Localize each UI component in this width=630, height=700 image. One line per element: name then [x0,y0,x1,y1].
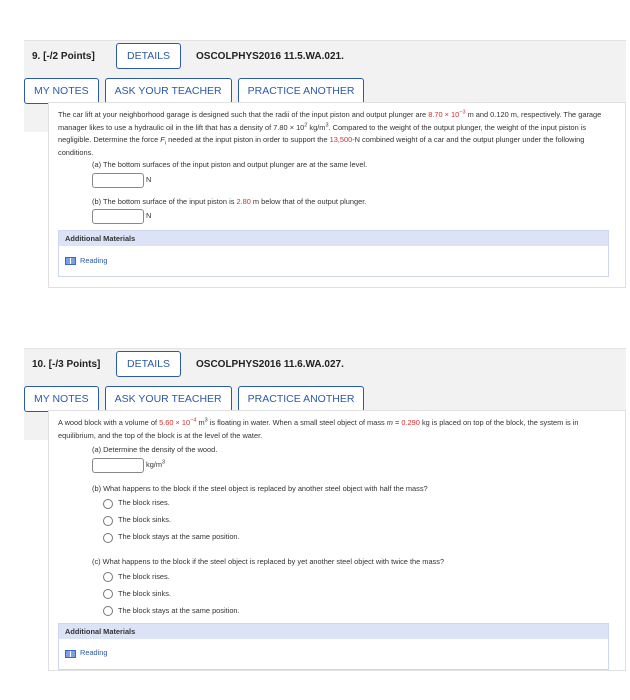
answer-input-9b[interactable] [92,209,144,224]
details-button[interactable]: DETAILS [116,351,181,377]
radio-button[interactable] [103,589,113,599]
radio-button[interactable] [103,606,113,616]
question-9-actions [24,78,364,104]
question-10-code: OSCOLPHYS2016 11.6.WA.027. [196,359,344,370]
question-10-body [48,410,626,671]
question-10-part-b: (b) What happens to the block if the steel object is replaced by another steel object with half the mass? [92,483,428,493]
option-row[interactable]: The block stays at the same position. [103,529,609,546]
answer-input-9a[interactable] [92,173,144,188]
reading-link[interactable]: Reading [80,648,108,658]
radio-button[interactable] [103,572,113,582]
input-radius-value: 8.70 [428,110,443,119]
answer-input-10a[interactable] [92,458,144,473]
reading-link[interactable]: Reading [80,255,108,265]
ask-teacher-button[interactable]: ASK YOUR TEACHER [105,78,232,104]
options-c [58,569,609,620]
volume-value: 5.60 [159,418,174,427]
question-10-text: A wood block with a volume of $5.60 \times 10^{-4}$ $m^3$ is floating in water. When a small steel object of mass m = 0.290 kg is placed on top of the block, the system is in equilibrium, and the top of the block is at the level of the water. [58,417,579,440]
question-10-title: 10. [-/3 Points] [32,359,101,370]
book-icon [65,650,76,658]
additional-materials [58,230,609,277]
unit-label: N [146,211,152,221]
depth-value: 2.80 [236,196,251,206]
additional-materials-header: Additional Materials [59,624,608,639]
radio-button[interactable] [103,516,113,526]
ask-teacher-button[interactable]: ASK YOUR TEACHER [105,386,232,412]
weight-value: 13,500 [329,135,353,144]
my-notes-button[interactable]: MY NOTES [24,386,99,412]
question-10-actions [24,386,364,412]
question-9-code: OSCOLPHYS2016 11.5.WA.021. [196,51,344,62]
unit-label: $kg/m^3$ [146,459,166,469]
radio-button[interactable] [103,533,113,543]
additional-materials [58,623,609,670]
additional-materials-header: Additional Materials [59,231,608,246]
option-row[interactable]: The block stays at the same position. [103,603,609,620]
option-row[interactable]: The block rises. [103,569,609,586]
book-icon [65,257,76,265]
question-10 [24,348,626,671]
question-9-title: 9. [-/2 Points] [32,51,95,62]
question-10-part-c: (c) What happens to the block if the steel object is replaced by yet another steel object with twice the mass? [92,557,445,566]
unit-label: N [146,174,152,184]
question-9-body [48,102,626,288]
question-9-text: The car lift at your neighborhood garage is designed such that the radii of the input piston and output plunger are $8.70 \times 10^{-3}$ m and 0.120 m, respectively. The garage manager likes to use a hydraulic oil in the lift that has a density of $7.80 \times 10^2$ $kg/m^3$. Compared to the weight of the output plunger, the weight of the input piston is negligible. Determine the force $F_i$ needed at the input piston in order to support the 13,500-N combined weight of a car and the output plunger under the following conditions. [58,109,602,157]
mass-value: 0.290 [401,418,420,427]
question-9-part-a: (a) The bottom surfaces of the input piston and output plunger are at the same level. [92,160,368,169]
practice-another-button[interactable]: PRACTICE ANOTHER [238,78,365,104]
radio-button[interactable] [103,499,113,509]
my-notes-button[interactable]: MY NOTES [24,78,99,104]
option-row[interactable]: The block sinks. [103,512,609,529]
options-b [58,495,609,546]
option-row[interactable]: The block sinks. [103,586,609,603]
question-10-part-a: (a) Determine the density of the wood. [92,445,218,454]
practice-another-button[interactable]: PRACTICE ANOTHER [238,386,365,412]
question-9 [24,40,626,288]
question-9-part-b: (b) The bottom surface of the input piston is 2.80 m below that of the output plunger. [92,196,367,206]
option-row[interactable]: The block rises. [103,495,609,512]
details-button[interactable]: DETAILS [116,43,181,69]
